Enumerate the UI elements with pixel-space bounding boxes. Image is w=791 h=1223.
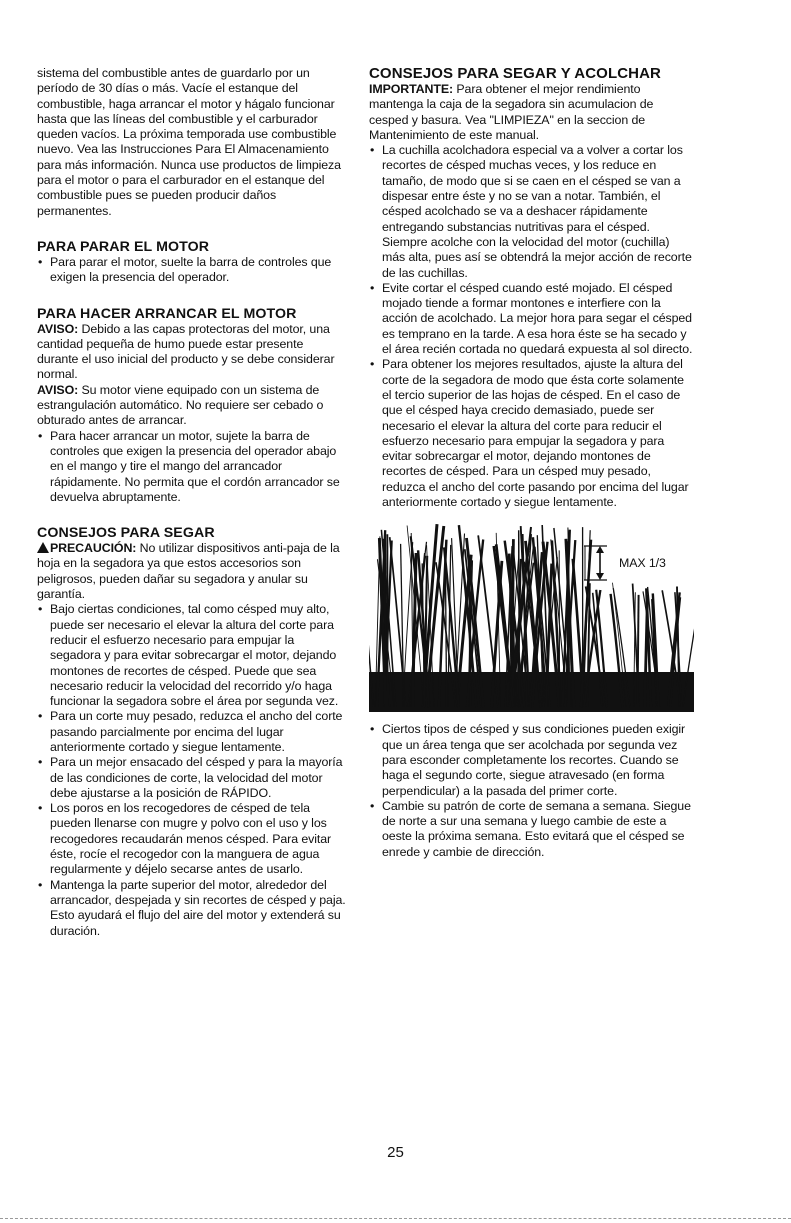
start-engine-heading: PARA HACER ARRANCAR EL MOTOR bbox=[37, 305, 297, 322]
intro-paragraph: sistema del combustible antes de guardarlo por un período de 30 días o más. Vacíe el estanque del combustible, haga arrancar el motor y hágalo funcionar hasta que las líneas del combustible y el carburador queden vacíos. La próxima temporada use combustible nuevo. Vea las Instrucciones Para El Almacenamiento para más información. Nunca use productos de limpieza para el motor o para el carburador en el estanque del combustible pues se pueden producir daños permanentes. bbox=[37, 66, 341, 218]
left-column bbox=[37, 66, 347, 939]
bottom-divider bbox=[0, 1218, 791, 1219]
warning-triangle-icon bbox=[37, 542, 49, 553]
max-cut-label: MAX 1/3 bbox=[619, 556, 666, 571]
list-item: • Evite cortar el césped cuando esté mojado. El césped mojado tiende a formar montones e interfiere con la acción de acolchado. La mejor hora para segar el césped es temprano en la tarde. A esa hora éste se ha secado y el área recién cortada no quedará expuesta al sol directo. bbox=[369, 281, 694, 357]
stop-engine-heading: PARA PARAR EL MOTOR bbox=[37, 238, 210, 255]
list-item: • Para hacer arrancar un motor, sujete la barra de controles que exigen la presencia del operador abajo en el mango y tire el mango del arrancador rápidamente. No permita que el cordón arrancador se devuelva abruptamente. bbox=[37, 429, 347, 505]
right-column bbox=[369, 66, 694, 860]
important-label: IMPORTANTE: bbox=[369, 82, 454, 96]
grass-illustration bbox=[369, 522, 694, 712]
aviso-label: AVISO: bbox=[37, 382, 79, 397]
list-item: • Ciertos tipos de césped y sus condiciones pueden exigir que un área tenga que ser acolchada por segunda vez para esconder completamente los recortes. Cuando se haga el segundo corte, siegue atravesado (en forma perpendicular) a la pasada del primer corte. bbox=[369, 722, 694, 798]
mowing-tips-heading: CONSEJOS PARA SEGAR bbox=[37, 525, 215, 542]
mulching-tips-list-2 bbox=[369, 722, 694, 860]
list-item: • Los poros en los recogedores de césped de tela pueden llenarse con mugre y polvo con el uso y los recogedores recaudarán menos césped. Para evitar éste, rocíe el recogedor con la manguera de agua regularmente y déjelo secarse antes de usarlo. bbox=[37, 801, 347, 877]
list-item: • Para un corte muy pesado, reduzca el ancho del corte pasando parcialmente por encima del lugar anteriormente cortado y siegue lentamente. bbox=[37, 709, 347, 755]
stop-engine-list bbox=[37, 255, 347, 286]
mowing-tips-list bbox=[37, 602, 347, 939]
precaution-paragraph: PRECAUCIÓN: No utilizar dispositivos anti-paja de la hoja en la segadora ya que estos accesorios son peligrosos, pueden dañar su segadora y anular su garantía. bbox=[37, 541, 340, 602]
list-item: • Para parar el motor, suelte la barra de controles que exigen la presencia del operador. bbox=[37, 255, 347, 286]
list-item: • Cambie su patrón de corte de semana a semana. Siegue de norte a sur una semana y luego cambie de este a oeste la próxima semana. Esto evitará que el césped se enrede y cambie de dirección. bbox=[369, 799, 694, 860]
mulching-tips-heading: CONSEJOS PARA SEGAR Y ACOLCHAR bbox=[369, 65, 661, 82]
aviso-label: AVISO: bbox=[37, 321, 79, 336]
list-item: • Para un mejor ensacado del césped y para la mayoría de las condiciones de corte, la velocidad del motor debe ajustarse a la posición de RÁPIDO. bbox=[37, 755, 347, 801]
mulching-tips-list bbox=[369, 143, 694, 510]
aviso-paragraph-1: AVISO: Debido a las capas protectoras del motor, una cantidad pequeña de humo puede estar presente durante el uso inicial del producto y se debe considerar normal. bbox=[37, 321, 335, 382]
list-item: • Bajo ciertas condiciones, tal como césped muy alto, puede ser necesario el elevar la altura del corte para reducir el esfuerzo necesario para empujar la segadora y para evitar sobrecargar el motor, dejando montones de recortes de césped. Puede que sea necesario reducir la velocidad del recorrido y/o haga funcionar la segadora sobre el área por segunda vez. bbox=[37, 602, 347, 709]
list-item: • Mantenga la parte superior del motor, alrededor del arrancador, despejada y sin recortes de césped y paja. Esto ayudará el flujo del aire del motor y extenderá su duración. bbox=[37, 878, 347, 939]
page-number: 25 bbox=[387, 1144, 404, 1161]
grass-cut-height-illustration bbox=[369, 522, 694, 712]
aviso-paragraph-2: AVISO: Su motor viene equipado con un sistema de estrangulación automático. No requiere ser cebado o obturado antes de arrancar. bbox=[37, 382, 324, 428]
start-engine-list bbox=[37, 429, 347, 505]
list-item: • La cuchilla acolchadora especial va a volver a cortar los recortes de césped muchas veces, y los reduce en tamaño, de modo que si se caen en el césped se van a dispesar entre éste y no se van a notar. También, el césped acolchado se va a deshacer rápidamente entregando substancias nutritivas para el césped. Siempre acolche con la velocidad del motor (cuchilla) más alta, pues así se obtendrá la mejor acción de recorte de las cuchillas. bbox=[369, 143, 694, 281]
precaution-label: PRECAUCIÓN: bbox=[50, 541, 137, 556]
important-paragraph: IMPORTANTE: Para obtener el mejor rendimiento mantenga la caja de la segadora sin acumulacion de cesped y basura. Vea "LIMPIEZA" en la seccion de Mantenimiento de este manual. bbox=[369, 82, 654, 142]
list-item: • Para obtener los mejores resultados, ajuste la altura del corte de la segadora de modo que ésta corte solamente el tercio superior de las hojas de césped. En el caso de que el césped haya crecido demasiado, puede ser necesario el elevar la altura del corte para reducir el esfuerzo necesario para empujar la segadora y para evitar sobrecargar el motor, dejando montones de recortes de césped. Para un césped muy pesado, reduzca el ancho del corte pasando por encima del lugar anteriormente cortado y siegue lentamente. bbox=[369, 357, 694, 510]
